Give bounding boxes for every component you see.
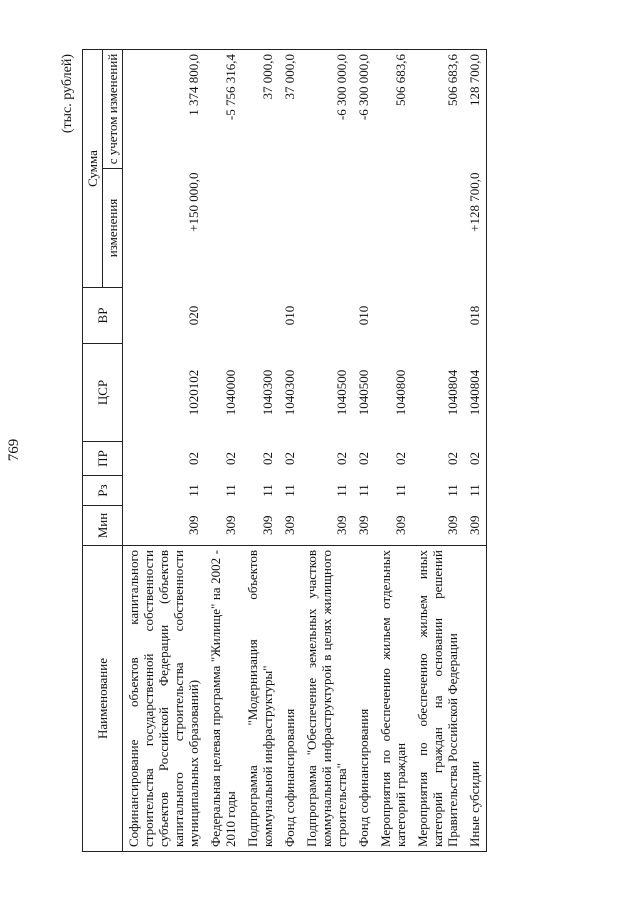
page-number: 769	[6, 438, 22, 462]
row-rz: 11	[356, 484, 371, 497]
row-pr: 02	[445, 452, 460, 465]
row-name: Фонд софинансирования	[353, 546, 375, 852]
row-name: Мероприятия по обеспечению жильем иных категорий граждан на основании решений Правительства Российской Федерации	[412, 546, 464, 852]
table-row	[279, 50, 301, 852]
row-name: Иные субсидии	[464, 546, 487, 852]
row-vr	[375, 288, 412, 344]
table-header	[83, 50, 123, 852]
row-changes: +128 700,0	[464, 169, 487, 288]
header-min: Мин	[83, 506, 123, 546]
table-row	[353, 50, 375, 852]
row-name: Подпрограмма "Модернизация объектов коммунальной инфраструктуры"	[242, 546, 279, 852]
row-csr: 1040804	[464, 344, 487, 442]
row-rz: 11	[186, 484, 201, 497]
header-name: Наименование	[83, 546, 123, 852]
table-row	[375, 50, 412, 852]
row-changes	[412, 169, 464, 288]
row-name: Федеральная целевая программа "Жилище" на 2002 - 2010 годы	[205, 546, 242, 852]
row-rz: 11	[464, 476, 487, 506]
row-pr: 02	[393, 452, 408, 465]
row-total: 128 700,0	[464, 50, 487, 169]
row-min: 309	[356, 515, 371, 535]
row-min: 309	[445, 515, 460, 535]
row-total: -6 300 000,0	[353, 50, 375, 169]
row-changes	[205, 169, 242, 288]
budget-table	[82, 49, 487, 852]
table-row	[242, 50, 279, 852]
row-csr: 1040804	[445, 369, 460, 416]
row-rz: 11	[282, 484, 297, 497]
header-pr: ПР	[83, 442, 123, 476]
row-changes	[301, 169, 353, 288]
row-pr: 02	[223, 452, 238, 465]
row-min: 309	[464, 506, 487, 546]
row-total: 506 683,6	[375, 50, 412, 169]
table-row	[464, 50, 487, 852]
row-vr: 018	[464, 288, 487, 344]
units-label: (тыс. рублей)	[60, 54, 75, 134]
row-pr: 02	[464, 442, 487, 476]
row-name: Мероприятия по обеспечению жильем отдельных категорий граждан	[375, 546, 412, 852]
row-pr: 02	[334, 452, 349, 465]
row-changes	[375, 169, 412, 288]
row-csr: 1040800	[393, 369, 408, 416]
row-changes: +150 000,0	[186, 172, 201, 232]
row-min: 309	[282, 515, 297, 535]
row-total: -5 756 316,4	[205, 50, 242, 169]
row-csr: 1040300	[260, 369, 275, 416]
header-rz: Рз	[83, 476, 123, 506]
header-with-changes: с учетом изменений	[103, 50, 123, 169]
row-pr: 02	[356, 452, 371, 465]
row-changes	[242, 169, 279, 288]
row-total: 506 683,6	[412, 50, 464, 169]
table-row	[205, 50, 242, 852]
row-total: 37 000,0	[242, 50, 279, 169]
table-row	[301, 50, 353, 852]
row-pr: 02	[282, 452, 297, 465]
row-csr: 1040300	[282, 369, 297, 416]
header-vr: ВР	[83, 288, 123, 344]
row-vr: 010	[356, 305, 371, 326]
header-sum: Сумма	[83, 50, 103, 288]
row-vr	[412, 288, 464, 344]
row-rz: 11	[260, 484, 275, 497]
row-total: -6 300 000,0	[301, 50, 353, 169]
row-rz: 11	[445, 484, 460, 497]
row-csr: 1020102	[186, 369, 201, 416]
header-changes: изменения	[103, 169, 123, 288]
row-changes	[353, 169, 375, 288]
row-rz: 11	[393, 484, 408, 497]
row-changes	[279, 169, 301, 288]
header-csr: ЦСР	[83, 344, 123, 442]
row-vr: 020	[186, 305, 201, 326]
row-min: 309	[393, 515, 408, 535]
row-total: 37 000,0	[279, 50, 301, 169]
table-row	[412, 50, 464, 852]
row-vr	[205, 288, 242, 344]
row-vr: 010	[282, 305, 297, 326]
row-min: 309	[186, 515, 201, 535]
row-pr: 02	[186, 452, 201, 465]
row-min: 309	[223, 515, 238, 535]
row-csr: 1040000	[223, 369, 238, 416]
row-vr	[242, 288, 279, 344]
row-rz: 11	[334, 484, 349, 497]
row-min: 309	[260, 515, 275, 535]
row-total: 1 374 800,0	[123, 50, 206, 169]
row-csr: 1040500	[334, 369, 349, 416]
row-vr	[301, 288, 353, 344]
row-min: 309	[334, 515, 349, 535]
row-name: Подпрограмма "Обеспечение земельных участков коммунальной инфраструктурой в целях жилищного строительства"	[301, 546, 353, 852]
table-row	[123, 50, 206, 852]
row-pr: 02	[260, 452, 275, 465]
row-rz: 11	[223, 484, 238, 497]
row-csr: 1040500	[356, 369, 371, 416]
row-name: Софинансирование объектов капитального строительства государственной собственности субъектов Российской Федерации (объектов капитального строительства собственности муниципальных образований)	[123, 546, 206, 852]
row-name: Фонд софинансирования	[279, 546, 301, 852]
